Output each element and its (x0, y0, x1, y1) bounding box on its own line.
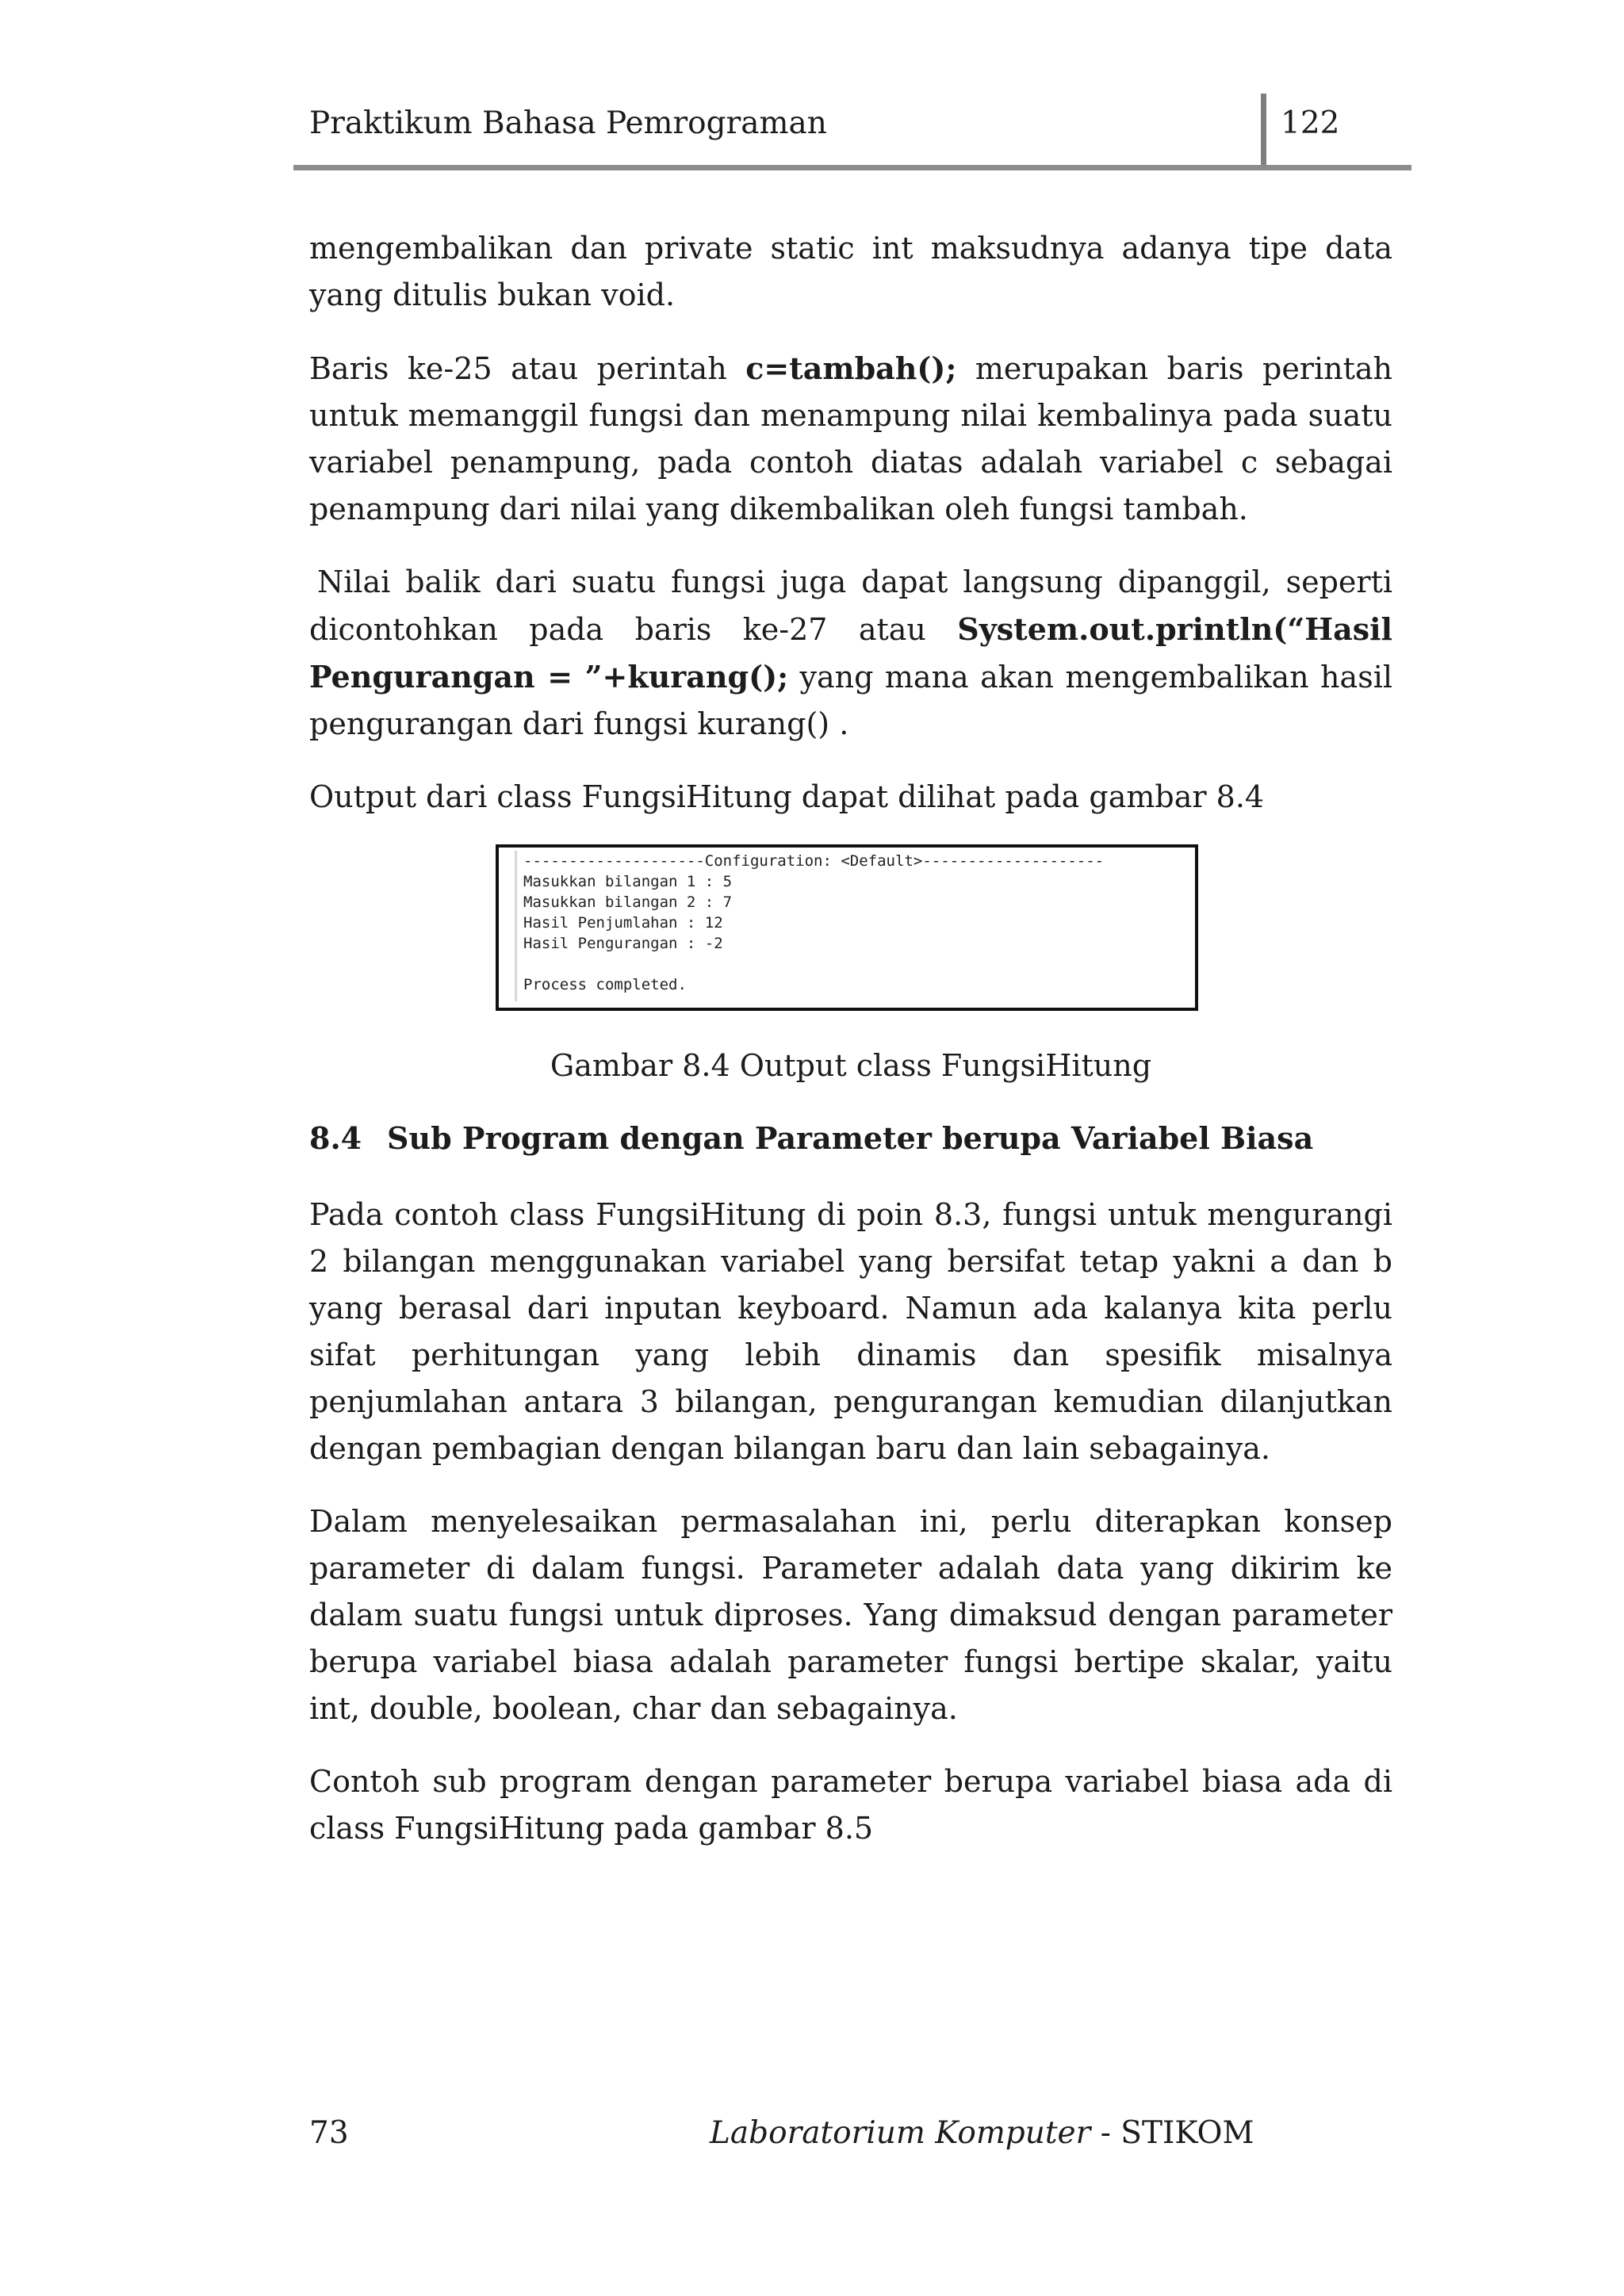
page-content (309, 225, 1392, 1878)
footer-lab-italic: Laboratorium Komputer (710, 2115, 1091, 2151)
header-divider (1261, 94, 1266, 165)
paragraph-2-code: c=tambah(); (745, 350, 957, 386)
footer-institution: STIKOM (1120, 2115, 1254, 2151)
console-line: Masukkan bilangan 2 : 7 (523, 894, 733, 911)
section-title: Sub Program dengan Parameter berupa Variabel Biasa (387, 1120, 1314, 1156)
figure-caption: Gambar 8.4 Output class FungsiHitung (550, 1048, 1152, 1083)
paragraph-2-text-a: Baris ke-25 atau perintah (309, 351, 746, 386)
paragraph-7: Contoh sub program dengan parameter berupa variabel biasa ada di class FungsiHitung pada gambar 8.5 (309, 1764, 1392, 1846)
paragraph-2-text-b: merupakan baris perintah untuk memanggil fungsi dan menampung nilai kembalinya pada suatu variabel penampung, pada contoh diatas adalah variabel c sebagai penampung dari nilai yang dikembalikan oleh fungsi tambah. (309, 351, 1392, 526)
paragraph-1: mengembalikan dan private static int maksudnya adanya tipe data yang ditulis bukan void. (309, 231, 1392, 312)
console-line: Hasil Pengurangan : -2 (523, 935, 723, 952)
header-title: Praktikum Bahasa Pemrograman (309, 105, 827, 141)
console-line: Hasil Penjumlahan : 12 (523, 914, 723, 932)
paragraph-5: Pada contoh class FungsiHitung di poin 8.3, fungsi untuk mengurangi 2 bilangan menggunakan variabel yang bersifat tetap yakni a dan b yang berasal dari inputan keyboard. Namun ada kalanya kita perlu sifat perhitungan yang lebih dinamis dan spesifik misalnya penjumlahan antara 3 bilangan, pengurangan kemudian dilanjutkan dengan pembagian dengan bilangan baru dan lain sebagainya. (309, 1197, 1392, 1466)
console-final-line: Process completed. (523, 976, 687, 993)
footer-separator: - (1090, 2115, 1121, 2151)
paragraph-2 (309, 345, 1392, 533)
section-heading (309, 1115, 1392, 1161)
console-line: --------------------Configuration: <Default>-------------------- (523, 852, 1105, 870)
console-line: Masukkan bilangan 1 : 5 (523, 873, 733, 890)
header-page-number: 122 (1281, 105, 1340, 141)
paragraph-4: Output dari class FungsiHitung dapat dilihat pada gambar 8.4 (309, 779, 1265, 814)
footer-lab-name (710, 2114, 1254, 2152)
footer-page-number: 73 (309, 2115, 349, 2151)
page-header (293, 94, 1411, 171)
paragraph-3-text-b: yang mana akan mengembalikan hasil pengurangan dari fungsi kurang() . (309, 660, 1392, 741)
header-rule (293, 165, 1411, 170)
paragraph-3-text-a: Nilai balik dari suatu fungsi juga dapat langsung dipanggil, seperti dicontohkan pada baris ke-27 atau (309, 564, 1392, 647)
console-blank-line (523, 954, 1195, 974)
console-output-figure (496, 844, 1198, 1011)
paragraph-3-code: System.out.println(“Hasil Pengurangan = ”+kurang(); (309, 611, 1392, 695)
section-number: 8.4 (309, 1120, 362, 1156)
paragraph-6: Dalam menyelesaikan permasalahan ini, perlu diterapkan konsep parameter di dalam fungsi. Parameter adalah data yang dikirim ke dalam suatu fungsi untuk diproses. Yang dimaksud dengan parameter berupa variabel biasa adalah parameter fungsi bertipe skalar, yaitu int, double, boolean, char dan sebagainya. (309, 1504, 1392, 1726)
console-output-area (515, 851, 1195, 1001)
paragraph-3 (309, 559, 1392, 748)
